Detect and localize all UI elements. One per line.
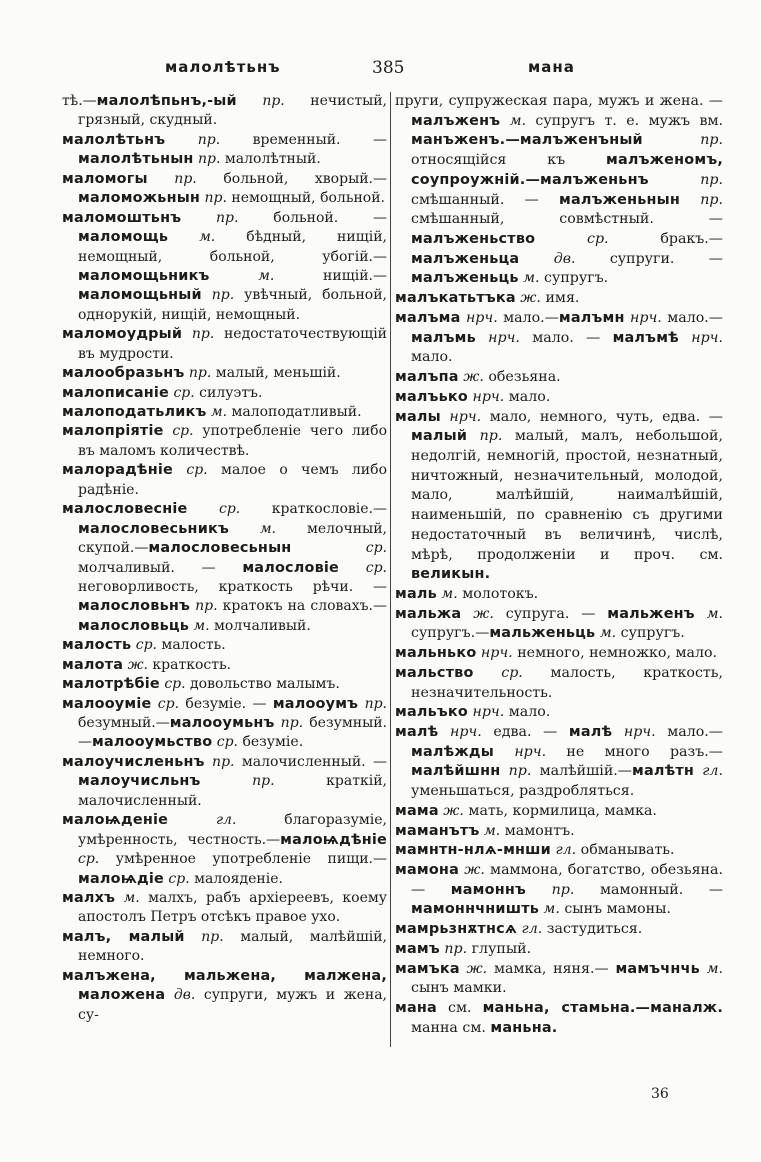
- grammar-abbreviation: ср.: [535, 231, 609, 248]
- definition-text: употребленіе чего либо въ маломъ количествѣ.: [78, 423, 387, 459]
- grammar-abbreviation: м.: [206, 404, 228, 420]
- headword: малословіе: [242, 559, 340, 576]
- headword: малоѩденіе: [62, 812, 169, 829]
- definition-text: супругъ.: [616, 625, 685, 642]
- headword: мамрьзнѫтнсѧ: [395, 921, 518, 938]
- definition-text: мало.: [504, 704, 551, 721]
- dictionary-entry: [395, 999, 723, 1038]
- definition-text: см.: [436, 1000, 483, 1017]
- definition-text: малѣйшій.—: [531, 763, 632, 780]
- grammar-abbreviation: нрч.: [438, 724, 482, 740]
- definition-text: супругъ.: [539, 270, 609, 287]
- definition-text: мало.: [504, 388, 551, 405]
- grammar-abbreviation: ср.: [151, 695, 180, 712]
- grammar-abbreviation: ср.: [163, 423, 194, 440]
- dictionary-entry: [395, 605, 723, 644]
- definition-text: безумный.—: [78, 715, 170, 731]
- definition-text: смѣшанный, совмѣстный. —: [411, 211, 723, 228]
- headword: малы: [395, 408, 441, 425]
- grammar-abbreviation: ср.: [159, 676, 186, 693]
- definition-text: краткій, малочисленный.: [78, 773, 387, 809]
- definition-text: маммона, богатство, обезьяна. —: [411, 862, 723, 898]
- grammar-abbreviation: пр.: [500, 763, 532, 780]
- headword: малорадѣніе: [62, 462, 173, 479]
- grammar-abbreviation: пр.: [201, 287, 235, 304]
- headword: мальъко: [395, 704, 468, 721]
- definition-text: тѣ.—: [62, 93, 97, 109]
- definition-text: бракъ.—: [608, 231, 723, 248]
- headword: мальнько: [395, 645, 477, 662]
- definition-text: малолѣтный.: [220, 151, 321, 168]
- headword: малъженьца: [411, 250, 520, 267]
- definition-text: мало.: [411, 349, 453, 366]
- definition-text: мало.—: [661, 309, 723, 326]
- definition-text: малый, малѣйшій, немного.: [78, 928, 387, 965]
- definition-text: манна см.: [411, 1019, 491, 1036]
- headword: маломоштьнъ: [62, 209, 182, 226]
- headword: мама: [395, 802, 439, 819]
- definition-text: смѣшанный. —: [411, 191, 559, 208]
- dictionary-entry: [62, 928, 387, 967]
- headword: малолѣтьнын: [78, 151, 194, 168]
- grammar-abbreviation: м.: [228, 520, 276, 537]
- headword: малоучисльнъ: [78, 773, 201, 790]
- headword: мальжа: [395, 605, 462, 622]
- grammar-abbreviation: м.: [436, 585, 458, 602]
- grammar-abbreviation: ж.: [515, 290, 541, 307]
- grammar-abbreviation: пр.: [165, 131, 221, 148]
- headword: малхъ: [62, 889, 116, 906]
- headword: малѣ: [568, 724, 613, 740]
- grammar-abbreviation: пр.: [526, 881, 575, 898]
- grammar-abbreviation: ср.: [212, 734, 238, 751]
- headword: мамоннчништь: [411, 901, 540, 918]
- definition-text: малость, краткость, незначительность.: [411, 664, 723, 701]
- definition-text: безуміе.: [238, 734, 304, 751]
- dictionary-entry: [62, 384, 387, 403]
- dictionary-entry: [395, 368, 723, 388]
- grammar-abbreviation: м.: [209, 267, 275, 284]
- headword: мальженъ: [607, 605, 695, 622]
- definition-text: малочисленный. —: [234, 753, 387, 770]
- dictionary-entry: [395, 920, 723, 940]
- dictionary-entry: [395, 644, 723, 664]
- header-right-headword: мана: [528, 58, 575, 76]
- headword: маломогы: [62, 170, 148, 187]
- headword: малообразьнъ: [62, 365, 185, 382]
- headword: маманътъ: [395, 822, 480, 839]
- dictionary-entry: [395, 940, 723, 960]
- headword: маломоудрый: [62, 326, 183, 343]
- headword: малъженьць: [411, 270, 519, 287]
- grammar-abbreviation: м.: [539, 901, 560, 918]
- headword: мамъка: [395, 960, 460, 977]
- dictionary-entry: [395, 92, 723, 289]
- grammar-abbreviation: м.: [189, 617, 210, 634]
- column-divider: [390, 92, 391, 1047]
- definition-text: безуміе. —: [179, 695, 273, 712]
- definition-text: малхъ, рабъ архіереевъ, коему апостолъ Петръ отсѣкъ правое ухо.: [78, 889, 387, 926]
- grammar-abbreviation: пр.: [147, 170, 197, 187]
- definition-text: мамка, няня.—: [487, 960, 616, 977]
- dictionary-entry: [395, 309, 723, 368]
- dictionary-entry: [395, 802, 723, 822]
- grammar-abbreviation: дв.: [519, 250, 576, 267]
- grammar-abbreviation: пр.: [190, 598, 218, 615]
- headword: маль: [395, 585, 437, 602]
- definition-text: немного, немножко, мало.: [512, 645, 718, 662]
- grammar-abbreviation: пр.: [642, 132, 723, 149]
- headword: мальженьць: [489, 625, 596, 642]
- dictionary-entry: [62, 461, 387, 500]
- headword: малоподатьликъ: [62, 404, 207, 420]
- headword: малъько: [395, 388, 468, 405]
- definition-text: краткость.: [147, 656, 232, 673]
- definition-text: супругъ т. е. мужъ вм.: [525, 112, 723, 129]
- grammar-abbreviation: ср.: [473, 664, 523, 681]
- grammar-abbreviation: пр.: [358, 695, 387, 712]
- dictionary-entry: [395, 388, 723, 408]
- grammar-abbreviation: пр.: [184, 365, 212, 382]
- grammar-abbreviation: гл.: [517, 921, 543, 938]
- headword: малословьць: [78, 617, 190, 634]
- grammar-abbreviation: м.: [595, 625, 617, 642]
- definition-text: сынъ мамоны.: [559, 901, 671, 918]
- headword: малословесьнын: [148, 540, 292, 557]
- headword: малъ, малый: [62, 928, 185, 945]
- header-left-headword: малолѣтьнъ: [165, 58, 281, 76]
- definition-text: недостаточествующій въ мудрости.: [78, 326, 387, 362]
- headword: мальство: [395, 664, 474, 681]
- definition-text: обманывать.: [576, 842, 675, 859]
- grammar-abbreviation: м.: [115, 889, 140, 906]
- definition-text: безумный.—: [78, 715, 387, 751]
- dictionary-entry: [395, 664, 723, 703]
- grammar-abbreviation: ж.: [123, 656, 148, 673]
- definition-text: малый, малъ, небольшой, недолгій, немногій, простой, незнатный, ничтожный, незначительный, молодой, мало, малѣйшій, наималѣйшій, наименьшій, по сравненію съ другими недостаточный въ величинѣ, числѣ, мѣрѣ, продолженіи и проч. см.: [411, 428, 723, 563]
- definition-text: больной. —: [238, 209, 387, 226]
- grammar-abbreviation: пр.: [236, 93, 285, 109]
- definition-text: не много разъ.—: [546, 743, 723, 760]
- grammar-abbreviation: нрч.: [624, 309, 662, 326]
- headword: малѣйшнн: [411, 763, 501, 780]
- dictionary-entry: [62, 675, 387, 694]
- grammar-abbreviation: ср.: [169, 384, 195, 401]
- grammar-abbreviation: дв.: [165, 987, 196, 1004]
- page-number: 385: [372, 58, 405, 78]
- dictionary-entry: [62, 131, 387, 170]
- definition-text: малое о чемъ либо радѣніе.: [78, 462, 387, 498]
- definition-text: супруги, мужъ и жена, су-: [78, 987, 387, 1023]
- headword: малоучисленьнъ: [62, 753, 205, 770]
- grammar-abbreviation: гл.: [694, 763, 723, 780]
- headword: малооуміе: [62, 695, 152, 712]
- headword: малъжена, мальжена, малжена, маложена: [62, 967, 387, 1004]
- headword: малѣтн: [631, 763, 695, 780]
- definition-text: больной, хворый.—: [196, 170, 387, 187]
- headword: мамнтн-нлѧ-мнши: [395, 842, 551, 859]
- headword: мамъчнчь: [615, 960, 700, 977]
- headword: малъма: [395, 309, 461, 326]
- headword: малоѩдѣніе: [280, 831, 387, 848]
- definition-text: малость.: [156, 637, 226, 654]
- headword: малъкатьтъка: [395, 290, 516, 307]
- headword: малый: [411, 428, 468, 445]
- definition-text: мать, кормилица, мамка.: [463, 802, 657, 819]
- headword: маньна, стамьна.—маналж.: [482, 1000, 723, 1017]
- grammar-abbreviation: ср.: [163, 870, 190, 887]
- headword: маломощьный: [78, 287, 202, 304]
- running-header: [0, 58, 761, 88]
- definition-text: увѣчный, больной, однорукій, нищій, немощный.: [78, 287, 387, 323]
- definition-text: супруги. —: [575, 250, 723, 267]
- definition-text: супругъ.—: [411, 625, 490, 642]
- headword: малѣ: [395, 724, 439, 740]
- definition-text: мало. —: [519, 329, 613, 346]
- definition-text: временный. —: [220, 131, 387, 148]
- grammar-abbreviation: ср.: [131, 637, 157, 654]
- definition-text: уменьшаться, раздробляться.: [411, 783, 635, 800]
- dictionary-entry: [62, 325, 387, 364]
- headword: великын.: [411, 566, 491, 583]
- grammar-abbreviation: ср.: [78, 851, 100, 868]
- headword: маломожьнын: [78, 190, 201, 207]
- definition-text: молчаливый. —: [78, 559, 243, 576]
- dictionary-entry: [395, 289, 723, 309]
- headword: маломощьникъ: [78, 267, 210, 284]
- dictionary-entry: [62, 364, 387, 383]
- definition-text: краткословіе.—: [240, 501, 387, 518]
- grammar-abbreviation: ж.: [461, 605, 494, 622]
- left-column: [62, 92, 387, 1025]
- grammar-abbreviation: м.: [168, 229, 216, 246]
- headword: манъженъ.—малъженъный: [411, 132, 643, 149]
- dictionary-entry: [62, 170, 387, 209]
- grammar-abbreviation: ж.: [438, 802, 464, 819]
- grammar-abbreviation: гл.: [168, 812, 237, 829]
- grammar-abbreviation: ср.: [339, 559, 388, 576]
- definition-text: бѣдный, нищій, немощный, больной, убогій.—: [78, 229, 387, 265]
- grammar-abbreviation: ж.: [458, 862, 485, 879]
- grammar-abbreviation: ж.: [458, 369, 484, 386]
- definition-text: малояденіе.: [189, 870, 283, 887]
- signature-mark: 36: [651, 1086, 669, 1102]
- grammar-abbreviation: м.: [518, 270, 540, 287]
- headword: мамъ: [395, 940, 440, 957]
- grammar-abbreviation: пр.: [200, 190, 227, 207]
- definition-text: немощный, больной.: [226, 190, 385, 207]
- definition-text: мамонтъ.: [500, 822, 575, 839]
- grammar-abbreviation: нрч.: [467, 388, 505, 405]
- definition-text: супруга. —: [493, 605, 608, 622]
- dictionary-entry: [395, 822, 723, 842]
- grammar-abbreviation: ср.: [187, 501, 241, 518]
- headword: мамона: [395, 862, 459, 879]
- headword: малословесніе: [62, 501, 188, 518]
- headword: малооумьство: [92, 734, 213, 751]
- headword: малъженъ: [411, 112, 501, 129]
- grammar-abbreviation: нрч.: [493, 743, 547, 760]
- dictionary-entry: [62, 92, 387, 131]
- headword: малоѩдіе: [78, 870, 164, 887]
- grammar-abbreviation: пр.: [184, 928, 224, 945]
- headword: мана: [395, 1000, 437, 1017]
- grammar-abbreviation: пр.: [648, 171, 723, 188]
- definition-text: застудиться.: [542, 921, 643, 938]
- headword: малописаніе: [62, 384, 170, 401]
- definition-text: обезьяна.: [483, 369, 561, 386]
- definition-text: сынъ мамки.: [411, 980, 507, 997]
- headword: малъженомъ, соупроужній.—малъженьнъ: [411, 152, 723, 188]
- dictionary-entry: [62, 753, 387, 811]
- definition-text: кратокъ на словахъ.—: [217, 598, 387, 615]
- dictionary-entry: [395, 861, 723, 920]
- dictionary-entry: [395, 703, 723, 723]
- headword: малооумьнъ: [169, 715, 275, 731]
- grammar-abbreviation: нрч.: [440, 408, 482, 425]
- dictionary-entry: [395, 960, 723, 999]
- right-column: [395, 92, 723, 1039]
- dictionary-entry: [62, 889, 387, 928]
- headword: малооумъ: [272, 695, 359, 712]
- definition-text: мало, немного, чуть, едва. —: [481, 408, 723, 425]
- grammar-abbreviation: нрч.: [467, 704, 505, 721]
- definition-text: нищій.—: [274, 267, 387, 284]
- dictionary-entry: [62, 695, 387, 753]
- definition-text: пруги, супружеская пара, мужъ и жена. —: [395, 93, 723, 109]
- headword: малъженьнын: [558, 191, 681, 208]
- definition-text: мамонный. —: [574, 881, 724, 898]
- grammar-abbreviation: пр.: [467, 428, 503, 445]
- definition-text: неговорливость, краткость рѣчи. —: [78, 578, 387, 595]
- dictionary-entry: [62, 656, 387, 675]
- headword: малота: [62, 656, 124, 673]
- dictionary-entry: [395, 585, 723, 605]
- definition-text: имя.: [540, 290, 580, 307]
- grammar-abbreviation: м.: [699, 960, 723, 977]
- definition-text: силуэтъ.: [194, 384, 263, 401]
- headword: малъмь: [411, 329, 476, 346]
- headword: малословьнъ: [78, 598, 191, 615]
- grammar-abbreviation: пр.: [182, 326, 215, 343]
- headword: мамоннъ: [450, 881, 527, 898]
- grammar-abbreviation: пр.: [193, 151, 221, 168]
- grammar-abbreviation: пр.: [274, 715, 304, 731]
- definition-text: глупый.: [467, 940, 532, 957]
- dictionary-entry: [62, 422, 387, 461]
- headword: малъмн: [558, 309, 625, 326]
- definition-text: молотокъ.: [457, 585, 539, 602]
- dictionary-entry: [62, 500, 387, 636]
- grammar-abbreviation: пр.: [181, 209, 239, 226]
- definition-text: благоразуміе, умѣренность, честность.—: [78, 812, 387, 848]
- grammar-abbreviation: пр.: [204, 753, 235, 770]
- definition-text: малый, меньшій.: [211, 365, 341, 382]
- grammar-abbreviation: нрч.: [460, 309, 498, 326]
- grammar-abbreviation: ж.: [459, 960, 488, 977]
- grammar-abbreviation: ср.: [172, 462, 208, 479]
- grammar-abbreviation: пр.: [680, 191, 723, 208]
- grammar-abbreviation: пр.: [200, 773, 275, 790]
- grammar-abbreviation: м.: [479, 822, 501, 839]
- grammar-abbreviation: пр.: [439, 940, 468, 957]
- dictionary-entry: [62, 403, 387, 422]
- headword: малолѣпьнъ,-ый: [96, 93, 237, 109]
- headword: маньна.: [490, 1019, 558, 1036]
- grammar-abbreviation: нрч.: [476, 645, 513, 662]
- dictionary-entry: [395, 841, 723, 861]
- definition-text: мелочный, скупой.—: [78, 520, 387, 557]
- dictionary-entry: [395, 723, 723, 802]
- definition-text: мало.—: [655, 724, 723, 740]
- definition-text: умѣренное употребленіе пищи.—: [99, 851, 387, 868]
- dictionary-entry: [62, 967, 387, 1025]
- dictionary-entry: [62, 811, 387, 889]
- headword: малолѣтьнъ: [62, 131, 166, 148]
- headword: малъженьство: [411, 231, 536, 248]
- headword: малословесьникъ: [78, 520, 229, 537]
- headword: маломощь: [78, 229, 169, 246]
- grammar-abbreviation: ср.: [291, 540, 387, 557]
- grammar-abbreviation: м.: [500, 112, 526, 129]
- grammar-abbreviation: нрч.: [475, 329, 520, 346]
- definition-text: мало.—: [497, 309, 559, 326]
- definition-text: едва. —: [481, 724, 569, 740]
- headword: малъмѣ: [612, 329, 679, 346]
- definition-text: молчаливый.: [209, 617, 311, 634]
- grammar-abbreviation: гл.: [550, 842, 577, 859]
- grammar-abbreviation: м.: [694, 605, 723, 622]
- headword: малъпа: [395, 369, 459, 386]
- headword: малопріятіе: [62, 423, 164, 440]
- definition-text: относящійся къ: [411, 152, 607, 169]
- grammar-abbreviation: нрч.: [612, 724, 656, 740]
- grammar-abbreviation: нрч.: [678, 329, 724, 346]
- definition-text: малоподатливый.: [227, 404, 362, 420]
- dictionary-entry: [62, 636, 387, 655]
- headword: малѣжды: [411, 743, 494, 760]
- dictionary-entry: [395, 408, 723, 585]
- dictionary-entry: [62, 209, 387, 326]
- definition-text: довольство малымъ.: [185, 676, 340, 693]
- definition-text: нечистый, грязный, скудный.: [78, 93, 387, 129]
- headword: малотрѣбіе: [62, 676, 160, 693]
- headword: малость: [62, 637, 132, 654]
